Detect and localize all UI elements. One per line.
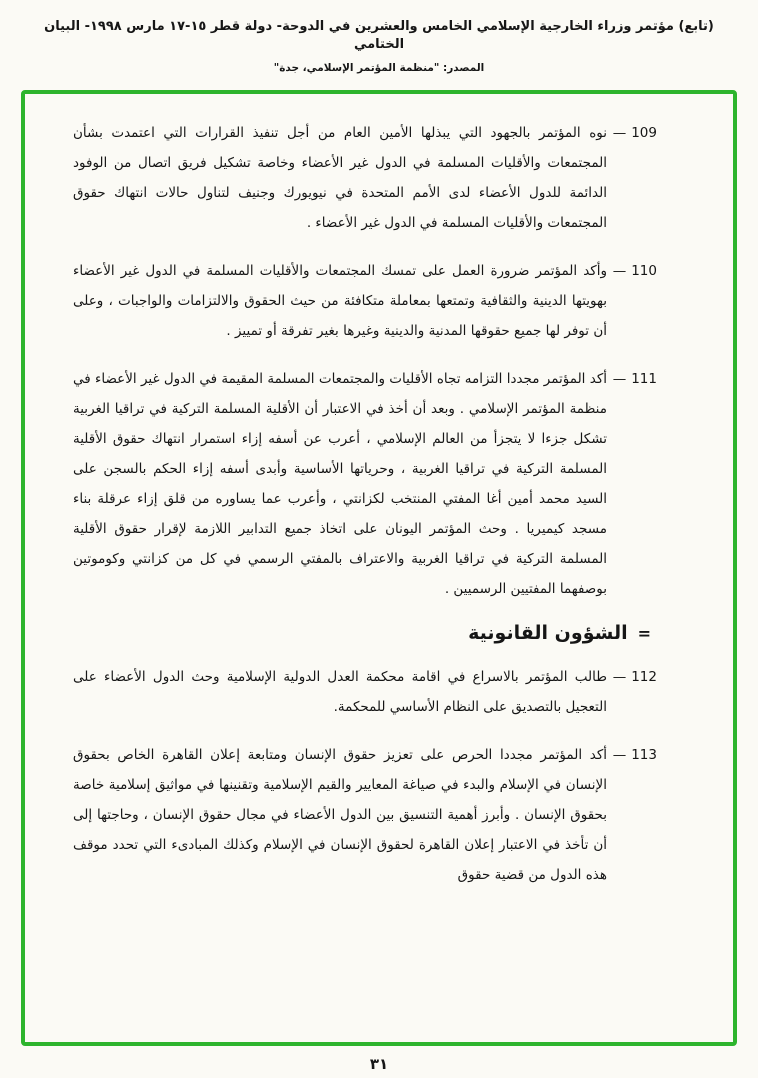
paragraph-number-dash: —: [612, 371, 627, 387]
document-header: [0, 18, 758, 74]
paragraph-112: [73, 662, 657, 722]
paragraph-number-value: 111: [631, 371, 657, 387]
paragraph-number-dash: —: [612, 747, 627, 763]
paragraph-text: أكد المؤتمر مجددا التزامه تجاه الأقليات والمجتمعات المسلمة المقيمة في الدول غير الأعضاء في منظمة المؤتمر الإسلامي . وبعد أن أخذ في الاعتبار أن الأقلية المسلمة التركية في تراقيا الغربية تشكل جزءا لا يتجزأ من العالم الإسلامي ، أعرب عن أسفه إزاء استمرار انتهاك حقوق الأقلية المسلمة التركية في تراقيا الغربية ، وحرياتها الأساسية وأبدى أسفه إزاء الحكم بالسجن على السيد محمد أمين أغا المفتي المنتخب لكزانتي ، وأعرب عما يساوره من قلق إزاء عرقلة بناء مسجد كيميريا . وحث المؤتمر اليونان على اتخاذ جميع التدابير اللازمة لإقرار حقوق الأقلية المسلمة التركية في تراقيا الغربية والاعتراف بالمفتي الرسمي في كل من كزانتي وكوموتين بوصفهما المفتيين الرسميين .: [73, 371, 607, 597]
paragraph-number: [607, 740, 657, 770]
paragraph-number: [607, 662, 657, 692]
section-marker: =: [637, 623, 651, 643]
paragraph-number: [607, 118, 657, 148]
header-source: المصدر: "منظمة المؤتمر الإسلامي، جدة": [273, 62, 485, 75]
paragraph-113: [73, 740, 657, 890]
header-title: (تابع) مؤتمر وزراء الخارجية الإسلامي الخامس والعشرين في الدوحة- دولة قطر ١٥-١٧ مارس ١٩٩٨- البيان الختامي: [44, 19, 714, 53]
paragraph-number-dash: —: [612, 263, 627, 279]
content-frame: [21, 90, 737, 1046]
section-heading-text: الشؤون القانونية: [468, 622, 628, 644]
section-heading-row: [73, 622, 651, 644]
paragraph-number-value: 109: [631, 125, 657, 141]
paragraph-text: وأكد المؤتمر ضرورة العمل على تمسك المجتمعات والأقليات المسلمة في الدول غير الأعضاء بهويتها الدينية والثقافية وتمتعها بمعاملة متكافئة من حيث الحقوق والالتزامات والواجبات ، وعلى أن توفر لها جميع حقوقها المدنية والدينية وغيرها بغير تفرقة أو تمييز .: [73, 263, 607, 339]
page-number: ٣١: [369, 1055, 389, 1073]
paragraph-text: طالب المؤتمر بالاسراع في اقامة محكمة العدل الدولية الإسلامية وحث الدول الأعضاء على التعجيل بالتصديق على النظام الأساسي للمحكمة.: [73, 669, 607, 715]
paragraph-number-dash: —: [612, 125, 627, 141]
paragraph-number-value: 110: [631, 263, 657, 279]
paragraph-111: [73, 364, 657, 604]
paragraph-number-dash: —: [612, 669, 627, 685]
paragraph-109: [73, 118, 657, 238]
paragraph-text: نوه المؤتمر بالجهود التي يبذلها الأمين العام من أجل تنفيذ القرارات التي اعتمدت بشأن المجتمعات والأقليات المسلمة في الدول غير الأعضاء وخاصة تشكيل فريق اتصال من الوفود الدائمة للدول الأعضاء لدى الأمم المتحدة في نيويورك وجنيف لتناول حالات انتهاك حقوق المجتمعات والأقليات المسلمة في الدول غير الأعضاء .: [73, 125, 607, 231]
paragraph-number-value: 112: [631, 669, 657, 685]
page-footer: [0, 1055, 758, 1073]
paragraph-number: [607, 364, 657, 394]
paragraph-110: [73, 256, 657, 346]
paragraph-text: أكد المؤتمر مجددا الحرص على تعزيز حقوق الإنسان ومتابعة إعلان القاهرة الخاص بحقوق الإنسان في الإسلام والبدء في صياغة المعايير والقيم الإسلامية وتقنينها في مواثيق إسلامية خاصة بحقوق الإنسان . وأبرز أهمية التنسيق بين الدول الأعضاء في مجال حقوق الإنسان ، وحاجتها إلى أن تأخذ في الاعتبار إعلان القاهرة لحقوق الإنسان في الإسلام وكذلك المبادىء التي تحدد موقف هذه الدول من قضية حقوق: [73, 747, 607, 883]
paragraph-number-value: 113: [631, 747, 657, 763]
paragraph-number: [607, 256, 657, 286]
